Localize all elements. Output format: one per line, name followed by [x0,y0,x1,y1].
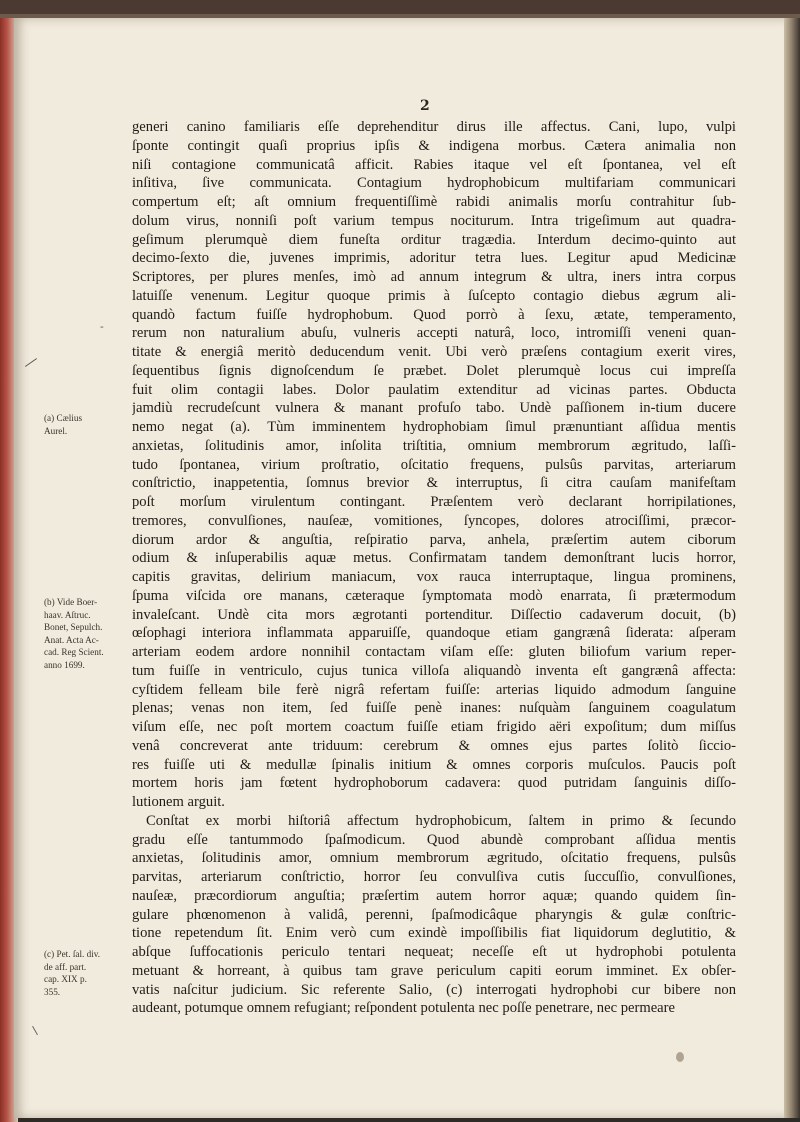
text-line: decimo-ſexto die, juvenes imprimis, adoritur tetra lues. Legitur apud Medicinæ [132,250,736,267]
text-line: ſequentibus ſignis dignoſcendum ſe præbet. Dolet plerumquè locus cui impreſſa [132,362,736,379]
margin-note-line: de aff. part. [44,961,87,972]
text-line: titate & energiâ meritò deducendum venit. Ubi verò præſens contagium exerit vires, [132,344,736,360]
text-line: œſophagi interiora inflammata apparuiſſe, quandoque etiam gangrænâ ſiderata: aſperam [132,625,736,642]
text-line: cyſtidem felleam bile ferè nigrâ refertam fuiſſe: arterias liquido admodum ſanguine [132,681,736,698]
text-line: capitis gravitas, delirium maniacum, vox rauca interruptaque, lingua prominens, [132,569,736,585]
text-line: arteriam eodem ardore nonnihil contactam viſam eſſe: gluten biliofum varium reper- [132,644,736,660]
margin-note-line: (a) Cælius [44,413,83,423]
text-line: anxietas, ſolitudinis amor, inſolita triſtitia, omnium membrorum ægritudo, laſſi- [132,437,736,454]
text-line: tione repetendum ſit. Enim verò cum exindè impoſſibilis fiat liquidorum deglutitio, & [132,925,736,942]
text-line: inſitiva, ſive communicata. Contagium hydrophobicum multifariam communicari [132,175,736,192]
text-line: jamdiù recrudeſcunt vulnera & manant profuſo tabo. Undè paſſionem in-tium ducere [132,400,736,417]
text-line: niſi contagione communicatâ afficit. Rabies itaque vel eſt ſpontanea, vel eſt [132,156,736,173]
margin-note-a [44,412,128,437]
text-line: tum fuiſſe in ventriculo, cujus tunica villoſa aliquandò inventa eſt gangrænâ affecta: [132,662,736,679]
text-line: fuit olim contagii labes. Dolor paulatim extenditur ad vicinas partes. Obducta [132,381,736,398]
text-line: conſtrictio, inappetentia, ſomnus brevior & interruptus, ſi citra cauſam manifeſtam [132,475,736,492]
text-line: geſimum plerumquè diem funeſta orditur tragædia. Interdum decimo-quinto aut [132,231,736,248]
text-line: gradu eſſe tantummodo ſpaſmodicum. Quod abundè comprobant aſſidua mentis [132,831,736,848]
text-line: compertum eſt; aſt omnium frequentiſſimè rabidi animalis morſu contrahitur ſub- [132,194,736,210]
paper-stain [676,1052,684,1062]
margin-note-line: cap. XIX p. [44,974,87,984]
text-line: odium & inſuperabilis aquæ metus. Confirmatam tandem demonſtrant lucis horror, [132,550,736,567]
margin-note-line: haav. Aſtruc. [44,609,91,620]
main-text-block [132,118,736,1018]
margin-note-line: (c) Pet. ſal. div. [44,949,101,959]
margin-note-b [44,596,128,671]
margin-note-line: Aurel. [44,425,68,436]
page-number: 2 [420,98,430,114]
text-line: dolum virus, nonniſi poſt varium tempus nociturum. Intra trigeſimum aut quadra- [132,212,736,229]
margin-note-line: cad. Reg Scient. [44,647,104,657]
margin-note-line: anno 1699. [44,659,85,670]
text-line: vatis naſcitur judicium. Sic referente Salio, (c) interrogati hydrophobi cur bibere non [132,981,736,998]
text-line: viſum eſſe, nec poſt mortem coactum fuiſſe etiam frigido aëri expoſitum; dum miſſus [132,719,736,735]
text-line: abſque ſuffocationis periculo tentari nequeat; neceſſe eſt ut hydrophobi potulenta [132,944,736,960]
margin-note-line: 355. [44,986,61,997]
ink-dash-mark: - [100,320,104,333]
text-line: parvitas, arteriarum conſtrictio, horror ſeu convulſiva cutis ſuccuſſio, convulſiones, [132,869,736,885]
text-line: Scriptores, per plures menſes, imò ad annum integrum & ultra, iners intra corpus [132,269,736,285]
margin-note-line: (b) Vide Boer- [44,597,98,607]
text-line: quandò factum fuiſſe hydrophobum. Quod porrò à ſexu, ætate, temperamento, [132,306,736,323]
text-line: audeant, potumque omnem refugiant; reſpondent potulenta nec poſſe penetrare, nec permeare [132,1000,675,1017]
text-line: ſpuma viſcida ore manans, cæteraque ſymptomata modò enarrata, ſi prætermodum [132,587,736,604]
page-stack-edge [784,18,800,1118]
text-line: Conſtat ex morbi hiſtoriâ affectum hydrophobicum, ſaltem in primo & ſecundo [146,812,736,829]
text-line: gulare phœnomenon à validâ, perenni, ſpaſmodicâque pharyngis & gulæ conſtric- [132,906,736,923]
text-line: anxietas, ſolitudinis amor, omnium membrorum ægritudo, oſcitatio frequens, pulsûs [132,850,736,867]
text-line: tudo ſpontanea, virium proſtratio, oſcitatio frequens, pulsûs parvitas, arteriarum [132,456,736,473]
text-line: tremores, convulſiones, nauſeæ, vomitiones, ſyncopes, dolores atrociſſimi, præcor- [132,512,736,529]
text-line: nauſeæ, præcordiorum anguſtia; præſertim autem horror aquæ; quando quidem ſin- [132,887,736,904]
margin-note-line: Bonet, Sepulch. [44,622,103,632]
text-line: venâ concreverat ante triduum: cerebrum & omnes ejus partes ſolitò ſiccio- [132,737,736,754]
text-line: latuiſſe venenum. Legitur quoque primis à ſuſcepto contagio diebus ægrum ali- [132,287,736,304]
text-line: invaleſcant. Undè cita mors ægrotanti portenditur. Diſſectio cadaverum docuit, (b) [132,606,736,623]
text-line: metuant & horreant, à quibus tam grave periculum capiti eorum imminet. Ex obſer- [132,962,736,979]
text-line: lutionem arguit. [132,794,225,810]
text-line: plenas; venas non item, ſed fuiſſe penè inanes: nuſquàm ſanguinem coagulatum [132,700,736,717]
text-line: poſt morſum virulentum contingant. Præſentem verò declarant horripilationes, [132,494,736,510]
text-line: rerum non naturalium abuſu, vulneris accepti naturâ, loco, intromiſſi veneni quan- [132,325,736,342]
text-line: generi canino familiaris eſſe deprehenditur dirus ille affectus. Cani, lupo, vulpi [132,119,736,135]
text-line: nemo negat (a). Tùm imminentem hydrophobiam ſimul prænuntiant aſſidua mentis [132,419,736,435]
text-line: mortem horis jam fœtent hydrophoborum cadavera: quod putridam ſanguinis diſſo- [132,775,736,792]
text-line: diorum ardor & anguſtia, reſpiratio parva, anhela, præſertim autem ciborum [132,531,736,548]
text-line: ſponte contingit quaſi proprius ipſis & indigena morbus. Cætera animalia non [132,137,736,154]
text-line: res fuiſſe uti & medullæ ſpinalis initium & omnes corporis muſculos. Paucis poſt [132,756,736,773]
margin-note-line: Anat. Acta Ac- [44,634,99,645]
margin-note-c [44,948,128,998]
